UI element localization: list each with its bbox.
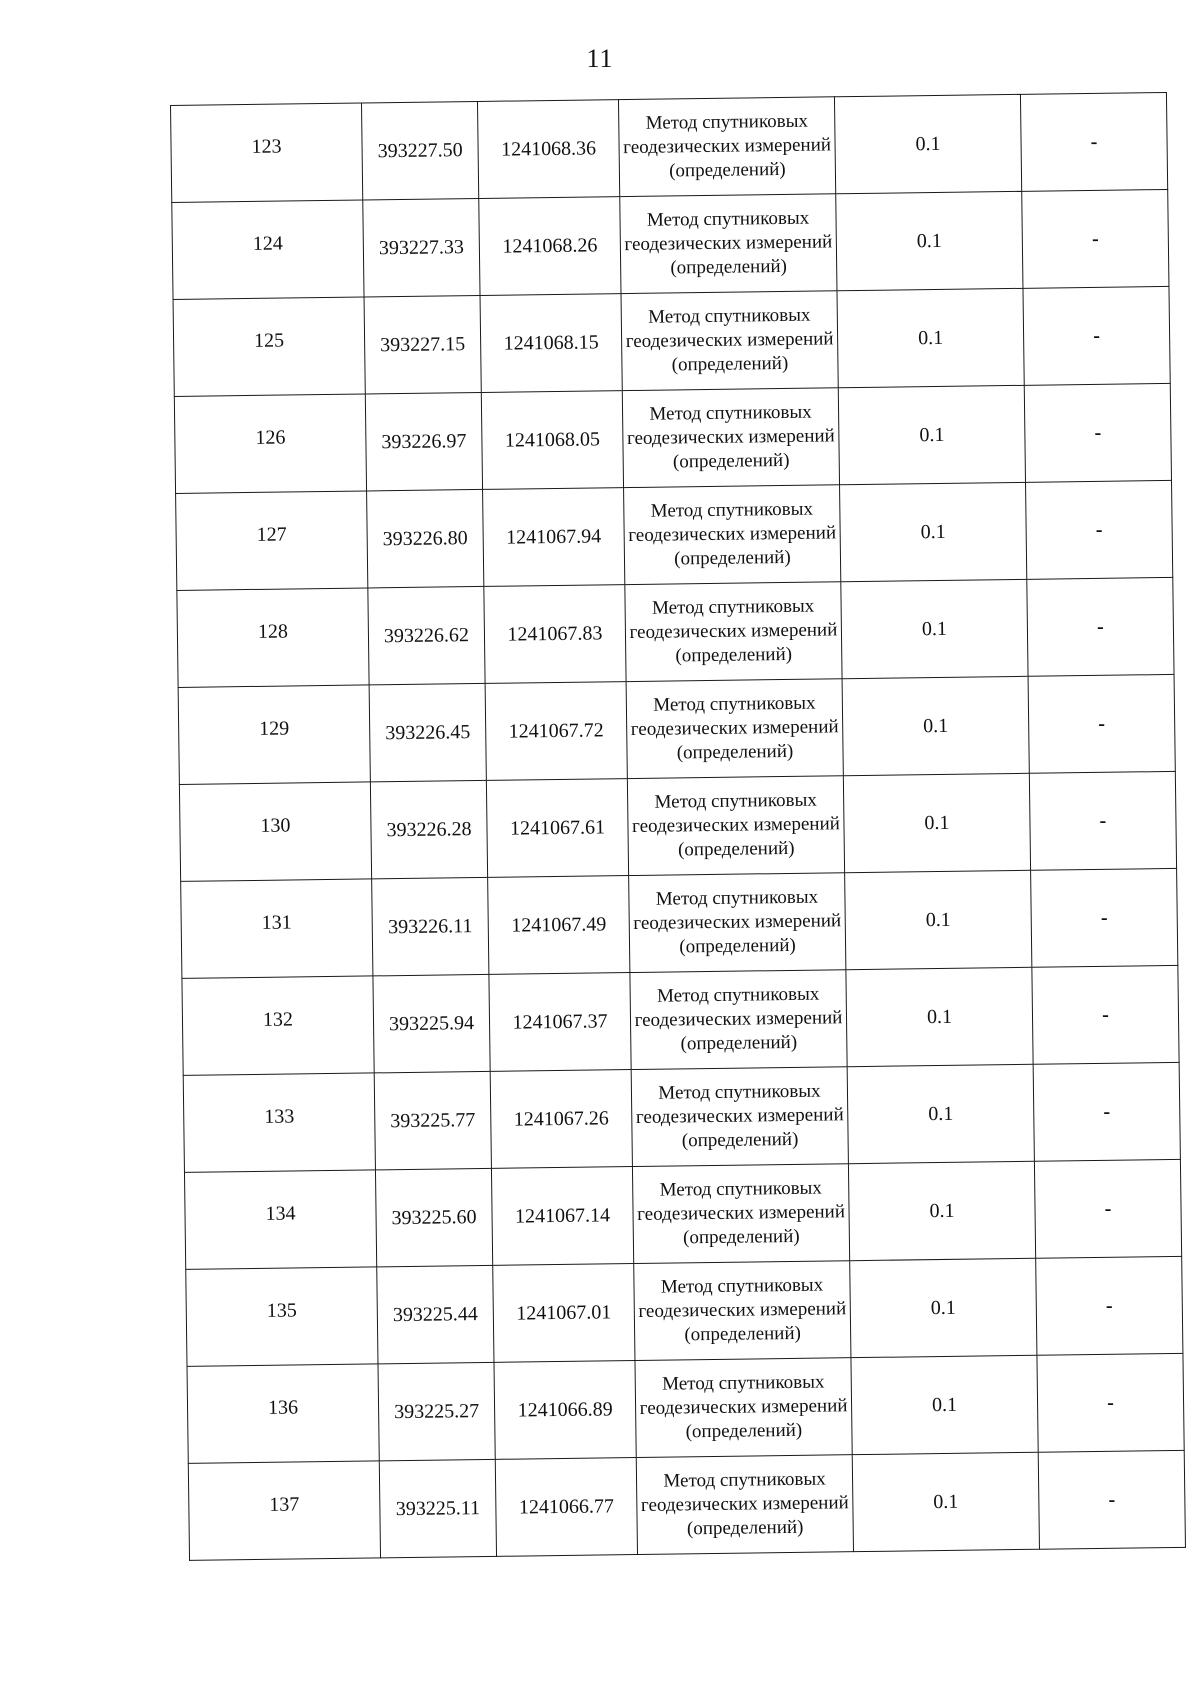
note-cell [1034, 1159, 1181, 1258]
method-text: Метод спутниковых геодезических измерений (определений) [624, 207, 833, 279]
x-coordinate-cell [379, 1459, 496, 1558]
accuracy-value: 0.1 [929, 1199, 955, 1223]
method-cell [620, 194, 837, 294]
y-coordinate: 1241067.49 [511, 913, 607, 937]
accuracy-value: 0.1 [933, 1490, 959, 1514]
method-cell [635, 1358, 852, 1458]
note-cell [1027, 577, 1174, 676]
page-number: 11 [586, 44, 614, 73]
accuracy-cell [851, 1355, 1038, 1454]
x-coordinate-cell [372, 877, 489, 976]
point-number: 134 [265, 1202, 296, 1225]
y-coordinate: 1241066.77 [518, 1495, 615, 1519]
coordinates-table [170, 92, 1186, 1561]
point-number-cell [181, 879, 373, 978]
point-number: 130 [260, 814, 291, 837]
x-coordinate-cell [361, 101, 478, 200]
accuracy-value: 0.1 [926, 1005, 953, 1029]
y-coordinate-cell [480, 294, 622, 393]
point-number-cell [182, 976, 374, 1075]
point-number-cell [172, 200, 364, 299]
method-cell [622, 388, 839, 488]
y-coordinate-cell [491, 1167, 633, 1266]
accuracy-value: 0.1 [925, 908, 951, 932]
method-text: Метод спутниковых геодезических измерений (определений) [637, 1177, 846, 1249]
point-number: 135 [266, 1299, 297, 1322]
point-number-cell [174, 394, 366, 493]
y-coordinate: 1241067.61 [509, 816, 606, 840]
accuracy-value: 0.1 [931, 1393, 958, 1417]
point-number-cell [179, 782, 371, 881]
table-row [177, 577, 1174, 687]
point-number: 126 [255, 426, 286, 449]
x-coordinate-cell [374, 1071, 491, 1170]
note-cell [1026, 480, 1173, 579]
accuracy-cell [848, 1161, 1035, 1260]
table-row [172, 189, 1169, 299]
accuracy-cell [852, 1452, 1039, 1551]
method-cell [624, 485, 841, 585]
y-coordinate-cell [486, 779, 628, 878]
table-row [179, 771, 1176, 881]
x-coordinate: 393225.77 [390, 1109, 476, 1133]
accuracy-cell [837, 288, 1024, 387]
method-text: Метод спутниковых геодезических измерений (определений) [631, 789, 840, 861]
y-coordinate-cell [483, 488, 625, 587]
y-coordinate: 1241068.26 [502, 234, 598, 258]
point-number: 132 [262, 1008, 294, 1031]
point-number-cell [186, 1267, 378, 1366]
method-text: Метод спутниковых геодезических измерений (определений) [638, 1274, 847, 1346]
note-cell [1024, 383, 1171, 482]
x-coordinate-cell [367, 489, 484, 588]
coordinates-table-body [171, 92, 1186, 1560]
accuracy-value: 0.1 [920, 520, 946, 544]
method-cell [631, 1067, 848, 1167]
point-number: 136 [267, 1396, 299, 1419]
accuracy-value: 0.1 [919, 423, 945, 447]
note-value: - [1090, 130, 1098, 153]
method-cell [625, 582, 842, 682]
table-row [174, 383, 1171, 493]
y-coordinate-cell [490, 1070, 632, 1169]
point-number-cell [184, 1170, 376, 1269]
method-cell [627, 776, 844, 876]
note-cell [1020, 92, 1167, 191]
x-coordinate: 393226.11 [387, 915, 473, 939]
accuracy-cell [838, 385, 1025, 484]
method-text: Метод спутниковых геодезических измерений (определений) [625, 304, 834, 376]
note-cell [1033, 1062, 1180, 1161]
note-cell [1036, 1256, 1183, 1355]
note-value: - [1096, 615, 1104, 638]
accuracy-cell [834, 94, 1021, 193]
x-coordinate-cell [378, 1362, 495, 1461]
note-cell [1022, 189, 1169, 288]
point-number-cell [177, 588, 369, 687]
accuracy-cell [836, 191, 1023, 290]
method-cell [618, 97, 835, 197]
accuracy-value: 0.1 [915, 132, 941, 156]
x-coordinate-cell [370, 780, 487, 879]
y-coordinate-cell [493, 1264, 635, 1363]
table-row [181, 868, 1178, 978]
method-cell [634, 1261, 851, 1361]
note-value: - [1107, 1391, 1115, 1414]
x-coordinate: 393227.33 [378, 236, 465, 260]
y-coordinate-cell [484, 585, 626, 684]
x-coordinate-cell [377, 1265, 494, 1364]
note-value: - [1095, 518, 1103, 541]
point-number: 128 [257, 620, 289, 643]
point-number: 129 [259, 717, 290, 740]
x-coordinate: 393225.11 [395, 1497, 481, 1521]
y-coordinate: 1241067.01 [516, 1301, 612, 1325]
accuracy-cell [843, 773, 1030, 872]
x-coordinate: 393225.94 [388, 1012, 475, 1036]
note-value: - [1091, 227, 1099, 250]
point-number-cell [176, 491, 368, 590]
accuracy-value: 0.1 [924, 811, 950, 835]
x-coordinate-cell [369, 683, 486, 782]
y-coordinate-cell [488, 876, 630, 975]
x-coordinate-cell [375, 1168, 492, 1267]
table-row [183, 1062, 1180, 1172]
method-text: Метод спутниковых геодезических измерений (определений) [639, 1371, 848, 1443]
y-coordinate-cell [495, 1458, 637, 1557]
accuracy-value: 0.1 [917, 326, 944, 350]
note-value: - [1093, 324, 1101, 347]
method-text: Метод спутниковых геодезических измерений (определений) [633, 886, 842, 958]
table-row [184, 1159, 1181, 1269]
note-value: - [1105, 1294, 1113, 1317]
point-number: 127 [256, 523, 287, 546]
y-coordinate: 1241068.05 [504, 428, 601, 452]
method-cell [621, 291, 838, 391]
note-value: - [1098, 712, 1106, 735]
note-value: - [1104, 1197, 1112, 1220]
point-number-cell [187, 1364, 379, 1463]
note-value: - [1102, 1003, 1109, 1026]
method-text: Метод спутниковых геодезических измерений (определений) [640, 1468, 849, 1540]
point-number-cell [173, 297, 365, 396]
table-row [188, 1450, 1185, 1560]
method-text: Метод спутниковых геодезических измерений (определений) [630, 692, 839, 764]
note-cell [1029, 771, 1176, 870]
method-text: Метод спутниковых геодезических измерений (определений) [626, 401, 835, 473]
y-coordinate-cell [494, 1361, 636, 1460]
note-value: - [1099, 809, 1107, 832]
accuracy-cell [845, 870, 1032, 969]
x-coordinate: 393226.28 [386, 818, 472, 842]
x-coordinate: 393226.45 [385, 721, 471, 745]
x-coordinate: 393225.60 [391, 1206, 477, 1230]
table-row [182, 965, 1179, 1075]
method-text: Метод спутниковых геодезических измерений (определений) [634, 983, 843, 1055]
y-coordinate: 1241067.83 [507, 622, 603, 646]
point-number-cell [178, 685, 370, 784]
accuracy-cell [847, 1064, 1034, 1163]
note-value: - [1103, 1100, 1111, 1123]
point-number: 125 [253, 329, 285, 352]
y-coordinate-cell [485, 682, 627, 781]
point-number: 131 [261, 911, 292, 934]
accuracy-value: 0.1 [916, 229, 942, 253]
table-row [173, 286, 1170, 396]
x-coordinate: 393227.15 [380, 333, 466, 357]
point-number: 137 [269, 1493, 300, 1516]
note-cell [1023, 286, 1170, 385]
point-number-cell [183, 1073, 375, 1172]
method-cell [630, 970, 847, 1070]
y-coordinate-cell [477, 100, 619, 199]
table-row [176, 480, 1173, 590]
point-number-cell [171, 103, 363, 202]
accuracy-value: 0.1 [921, 617, 948, 641]
accuracy-cell [846, 967, 1033, 1066]
y-coordinate: 1241067.26 [513, 1107, 609, 1131]
x-coordinate-cell [373, 974, 490, 1073]
point-number: 124 [252, 232, 283, 255]
method-cell [626, 679, 843, 779]
y-coordinate: 1241068.15 [503, 331, 599, 355]
x-coordinate-cell [365, 392, 482, 491]
x-coordinate-cell [364, 295, 481, 394]
note-value: - [1094, 421, 1102, 444]
x-coordinate-cell [368, 586, 485, 685]
y-coordinate: 1241066.89 [517, 1398, 613, 1422]
note-value: - [1108, 1488, 1116, 1511]
note-cell [1032, 965, 1179, 1064]
accuracy-value: 0.1 [930, 1296, 956, 1320]
accuracy-cell [840, 482, 1027, 581]
method-text: Метод спутниковых геодезических измерений (определений) [629, 595, 838, 667]
x-coordinate: 393226.62 [383, 624, 470, 648]
x-coordinate: 393225.27 [393, 1400, 480, 1424]
table-row [186, 1256, 1183, 1366]
y-coordinate: 1241067.94 [506, 525, 602, 549]
method-cell [629, 873, 846, 973]
accuracy-cell [841, 579, 1028, 678]
accuracy-value: 0.1 [928, 1102, 954, 1126]
y-coordinate-cell [489, 973, 631, 1072]
note-cell [1028, 674, 1175, 773]
method-text: Метод спутниковых геодезических измерений (определений) [623, 110, 832, 182]
y-coordinate-cell [479, 197, 621, 296]
y-coordinate: 1241067.72 [508, 719, 604, 743]
x-coordinate: 393225.44 [392, 1303, 478, 1327]
table-row [187, 1353, 1184, 1463]
accuracy-cell [850, 1258, 1037, 1357]
note-cell [1037, 1353, 1184, 1452]
table-row [178, 674, 1175, 784]
method-cell [632, 1164, 849, 1264]
point-number-cell [188, 1461, 380, 1560]
x-coordinate-cell [363, 198, 480, 297]
method-cell [636, 1455, 853, 1555]
accuracy-cell [842, 676, 1029, 775]
x-coordinate: 393226.97 [381, 430, 467, 454]
note-cell [1038, 1450, 1185, 1549]
x-coordinate: 393227.50 [377, 139, 463, 163]
method-text: Метод спутниковых геодезических измерений (определений) [635, 1080, 844, 1152]
x-coordinate: 393226.80 [382, 527, 468, 551]
note-value: - [1100, 906, 1108, 929]
point-number: 133 [264, 1105, 295, 1128]
y-coordinate: 1241068.36 [500, 137, 597, 161]
table-row [171, 92, 1168, 202]
y-coordinate: 1241067.14 [514, 1204, 611, 1228]
y-coordinate-cell [481, 391, 623, 490]
method-text: Метод спутниковых геодезических измерений (определений) [628, 498, 837, 570]
note-cell [1031, 868, 1178, 967]
y-coordinate: 1241067.37 [512, 1010, 608, 1034]
point-number: 123 [251, 135, 282, 158]
accuracy-value: 0.1 [923, 714, 949, 738]
